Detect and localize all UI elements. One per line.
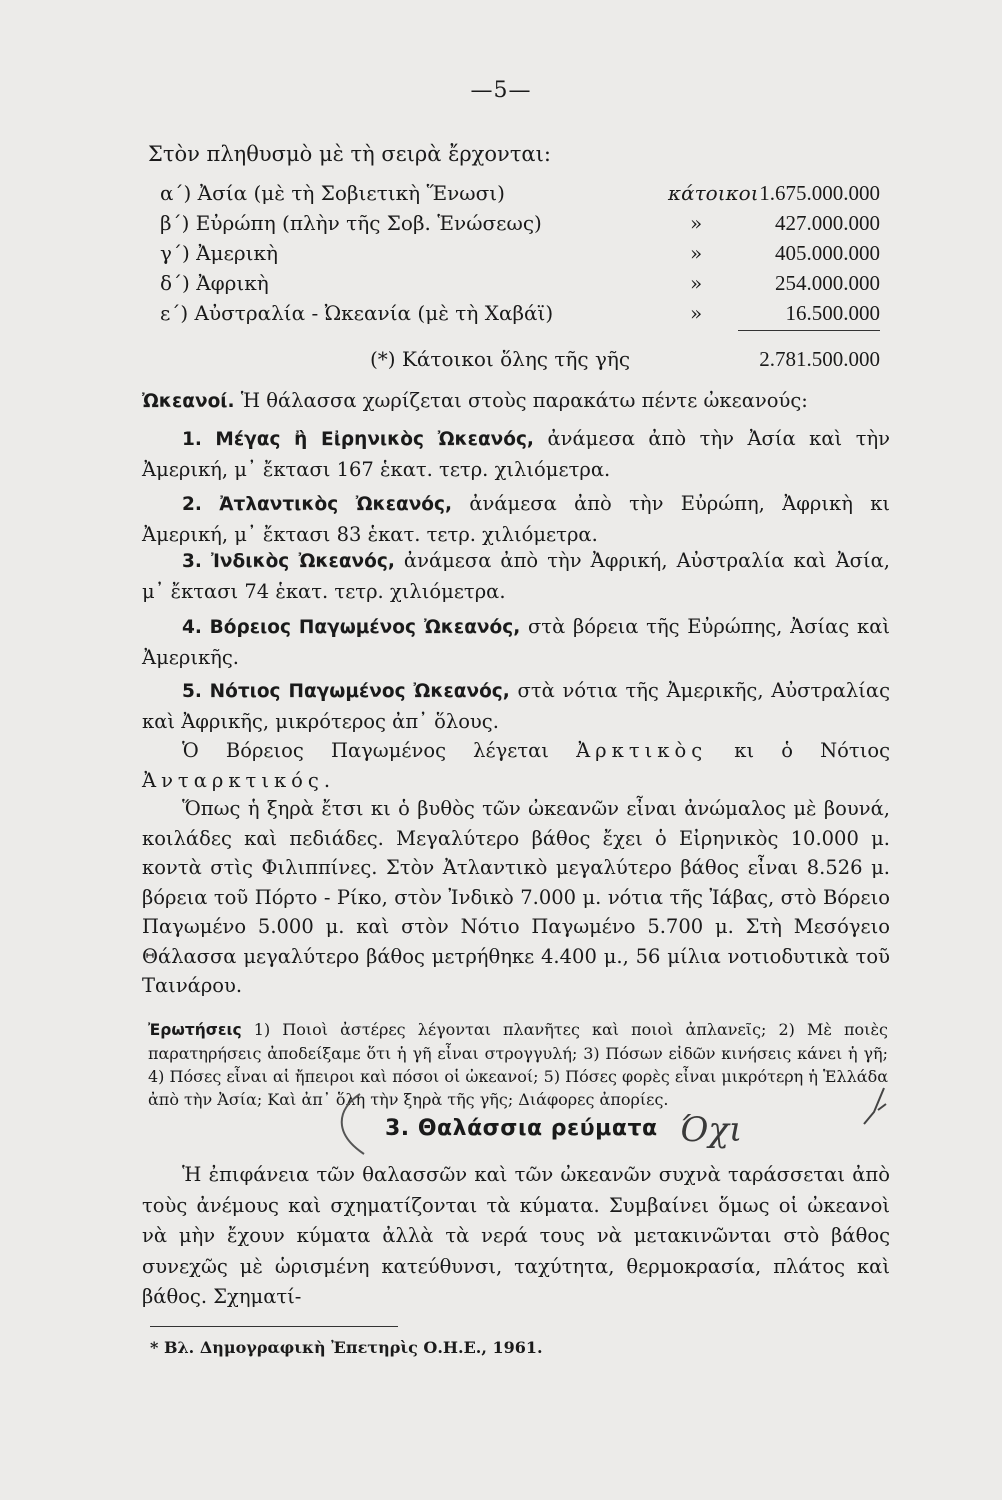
population-value: 405.000.000 [775, 241, 880, 265]
antarctic-word: Ἀνταρκτικός. [142, 768, 336, 792]
ocean-entry [142, 546, 890, 606]
unit-label: » [690, 301, 703, 325]
ocean-name: Ἰνδικὸς Ὠκεανός, [210, 551, 395, 572]
population-value: 254.000.000 [775, 271, 880, 295]
arctic-word: Ἀρκτικὸς [576, 739, 708, 762]
continent-label: γ΄) Ἀμερικὴ [160, 241, 278, 265]
oceans-intro: Ἡ θάλασσα χωρίζεται στοὺς παρακάτω πέντε ὠκεανούς: [240, 389, 808, 412]
population-row [160, 268, 890, 298]
ocean-entry [142, 676, 890, 736]
questions-block [148, 1018, 888, 1111]
ocean-description: ἀνάμεσα ἀπὸ τὴν Ἀφρική, Αὐστραλία καὶ Ἀσία, μ᾽ ἔκτασι 74 ἑκατ. τετρ. χιλιόμετρα. [142, 549, 890, 603]
unit-label: κάτοικοι [668, 181, 759, 205]
ocean-number: 5. [182, 681, 202, 702]
population-value: 427.000.000 [775, 211, 880, 235]
population-intro: Στὸν πληθυσμὸ μὲ τὴ σειρὰ ἔρχονται: [148, 142, 551, 166]
population-total-row [160, 344, 890, 374]
population-row [160, 178, 890, 208]
questions-text: 1) Ποιοὶ ἀστέρες λέγονται πλανῆτες καὶ ποιοὶ ἀπλανεῖς; 2) Μὲ ποιὲς παρατηρήσεις ἀποδείξαμε ὅτι ἡ γῆ εἶναι στρογγυλή; 3) Πόσων εἰδῶν κινήσεις κάνει ἡ γῆ; 4) Πόσες εἶναι αἱ ἤπειροι καὶ πόσοι οἱ ὠκεανοί; 5) Πόσες φορὲς εἶναι μικρότερη ἡ Ἑλλάδα ἀπὸ τὴν Ἀσία; Καὶ ἀπ᾽ ὅλη τὴν ξηρὰ τῆς γῆς; Διάφορες ἀπορίες. [148, 1020, 888, 1109]
ocean-name: Νότιος Παγωμένος Ὠκεανός, [209, 681, 510, 702]
currents-paragraph: Ἡ ἐπιφάνεια τῶν θαλασσῶν καὶ τῶν ὠκεανῶν συχνὰ ταράσσεται ἀπὸ τοὺς ἀνέμους καὶ σχηματίζονται τὰ κύματα. Συμβαίνει ὅμως οἱ ὠκεανοὶ νὰ μὴν ἔχουν κύματα ἀλλὰ τὰ νερά τους νὰ μετακινῶνται στὸ βάθος συνεχῶς μὲ ὡρισμένη κατεύθυνσι, ταχύτητα, θερμοκρασία, πλάτος καὶ βάθος. Σχηματί- [142, 1163, 890, 1308]
ocean-description: στὰ βόρεια τῆς Εὐρώπης, Ἀσίας καὶ Ἀμερικῆς. [142, 615, 891, 669]
pencil-check-mark [860, 1082, 892, 1132]
page-number: —5— [470, 78, 532, 103]
unit-label: » [690, 271, 703, 295]
ocean-name: Βόρειος Παγωμένος Ὠκεανός, [209, 617, 521, 638]
unit-label: » [690, 241, 703, 265]
ocean-number: 2. [182, 494, 202, 515]
arctic-paragraph [142, 736, 890, 795]
questions-label: Ἐρωτήσεις [148, 1021, 242, 1039]
footnote: * Βλ. Δημογραφικὴ Ἐπετηρὶς Ο.Η.Ε., 1961. [150, 1338, 543, 1357]
ocean-entry [142, 612, 890, 672]
total-label: (*) Κάτοικοι ὅλης τῆς γῆς [370, 347, 631, 371]
oceans-intro-paragraph [142, 386, 890, 417]
arctic-pre: Ὁ Βόρειος Παγωμένος λέγεται [182, 739, 549, 762]
ocean-number: 1. [182, 429, 202, 450]
ocean-entry [142, 424, 890, 484]
pencil-bracket-mark [330, 1090, 370, 1160]
unit-label: » [690, 211, 703, 235]
ocean-name: Ἀτλαντικὸς Ὠκεανός, [219, 494, 453, 515]
handwritten-note: Όχι [680, 1110, 743, 1150]
oceans-heading: Ὠκεανοί. [142, 391, 235, 412]
population-row [160, 238, 890, 268]
total-value: 2.781.500.000 [759, 347, 880, 371]
arctic-mid: κι ὁ Νότιος [734, 739, 891, 762]
ocean-description: στὰ νότια τῆς Ἀμερικῆς, Αὐστραλίας καὶ Ἀφρικῆς, μικρότερος ἀπ᾽ ὅλους. [142, 679, 891, 733]
population-row [160, 208, 890, 238]
population-table [160, 178, 890, 328]
population-row [160, 298, 890, 328]
section-title: 3. Θαλάσσια ρεύματα [385, 1116, 658, 1141]
sum-divider [738, 330, 880, 331]
ocean-description: ἀνάμεσα ἀπὸ τὴν Εὐρώπη, Ἀφρικὴ κι Ἀμερική, μ᾽ ἔκτασι 83 ἑκατ. τετρ. χιλιόμετρα. [142, 492, 891, 546]
ocean-number: 3. [182, 551, 202, 572]
continent-label: ε΄) Αὐστραλία - Ὠκεανία (μὲ τὴ Χαβάϊ) [160, 301, 554, 325]
ocean-entry [142, 489, 890, 549]
population-value: 1.675.000.000 [759, 181, 880, 205]
ocean-number: 4. [182, 617, 202, 638]
population-value: 16.500.000 [785, 301, 880, 325]
ocean-name: Μέγας ἢ Εἰρηνικὸς Ὠκεανός, [215, 429, 534, 450]
continent-label: δ΄) Ἀφρικὴ [160, 271, 269, 295]
depth-paragraph: Ὅπως ἡ ξηρὰ ἔτσι κι ὁ βυθὸς τῶν ὠκεανῶν εἶναι ἀνώμαλος μὲ βουνά, κοιλάδες καὶ πεδιάδες. Μεγαλύτερο βάθος ἔχει ὁ Εἰρηνικὸς 10.000 μ. κοντὰ στὶς Φιλιππίνες. Στὸν Ἀτλαντικὸ μεγαλύτερο βάθος εἶναι 8.526 μ. βόρεια τοῦ Πόρτο - Ρίκο, στὸν Ἰνδικὸ 7.000 μ. νότια τῆς Ἰάβας, στὸ Βόρειο Παγωμένο 5.000 μ. καὶ στὸν Νότιο Παγωμένο 5.700 μ. Στὴ Μεσόγειο Θάλασσα μεγαλύτερο βάθος μετρήθηκε 4.400 μ., 56 μίλια νοτιοδυτικὰ τοῦ Ταινάρου. [142, 797, 890, 997]
footnote-divider [150, 1326, 398, 1327]
continent-label: β΄) Εὐρώπη (πλὴν τῆς Σοβ. Ἑνώσεως) [160, 211, 542, 235]
ocean-description: ἀνάμεσα ἀπὸ τὴν Ἀσία καὶ τὴν Ἀμερική, μ᾽ ἔκτασι 167 ἑκατ. τετρ. χιλιόμετρα. [142, 427, 891, 481]
continent-label: α΄) Ἀσία (μὲ τὴ Σοβιετικὴ Ἕνωσι) [160, 181, 505, 205]
